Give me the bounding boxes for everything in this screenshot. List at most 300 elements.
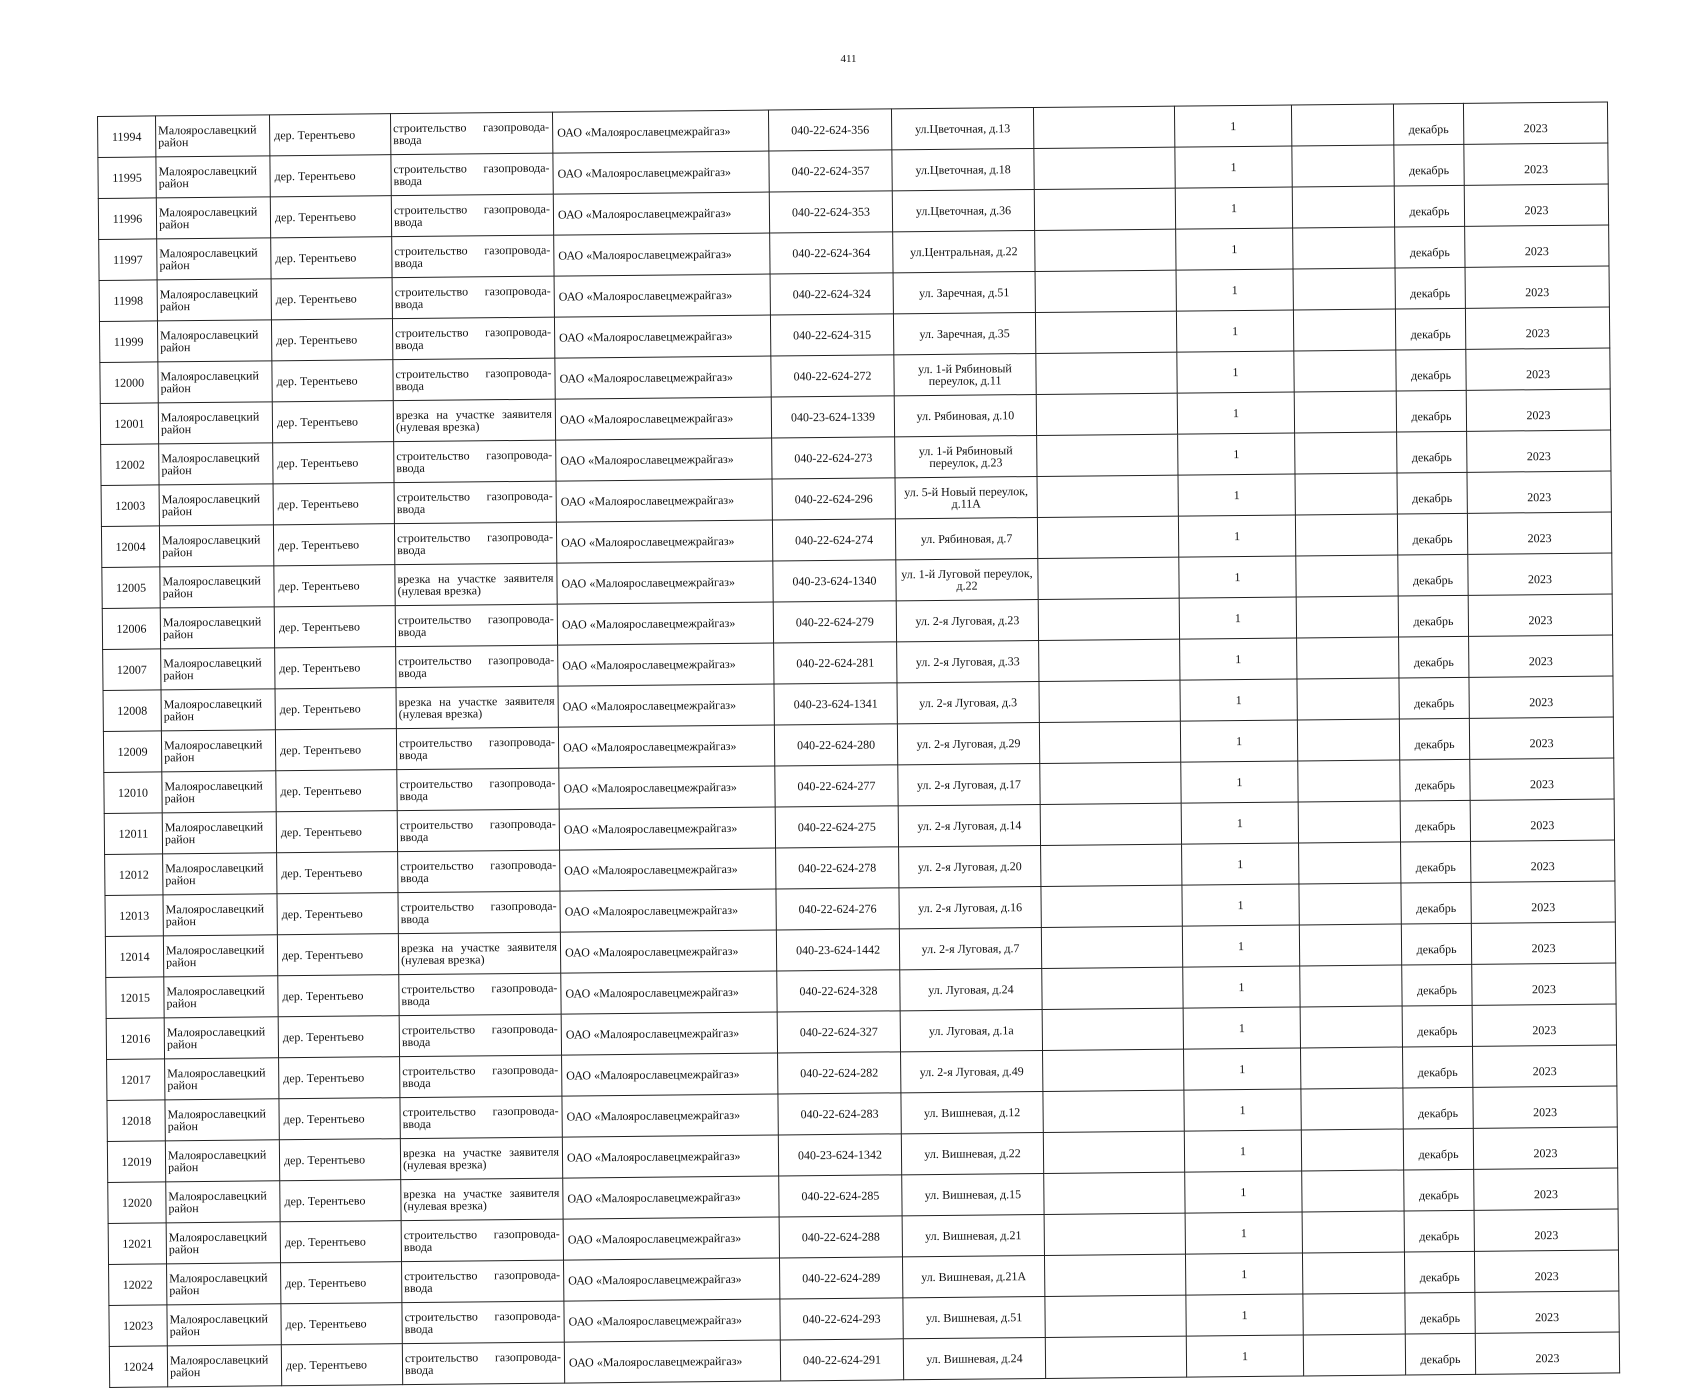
district-cell: Малоярославецкий район [166, 1181, 280, 1223]
village-cell: дер. Терентьево [274, 565, 395, 607]
quantity-cell: 1 [1180, 679, 1297, 721]
month-cell: декабрь [1402, 964, 1472, 1006]
organization-cell: ОАО «Малоярославецмежрайгаз» [556, 438, 772, 481]
object-code-cell: 040-22-624-324 [770, 273, 893, 315]
row-number: 12007 [103, 649, 161, 691]
district-cell: Малоярославецкий район [158, 361, 272, 403]
row-number: 12002 [101, 444, 159, 486]
quantity-cell: 1 [1186, 1294, 1303, 1336]
month-cell: декабрь [1405, 1292, 1475, 1334]
district-cell: Малоярославецкий район [162, 812, 276, 854]
organization-cell: ОАО «Малоярославецмежрайгаз» [553, 151, 769, 194]
address-cell: ул. Рябиновая, д.10 [894, 394, 1036, 436]
quantity-cell: 1 [1179, 597, 1296, 639]
village-cell: дер. Терентьево [277, 934, 398, 976]
work-type-cell: строительство газопровода-ввода [392, 235, 554, 278]
empty-cell [1296, 596, 1398, 638]
district-cell: Малоярославецкий район [167, 1263, 281, 1305]
year-cell: 2023 [1467, 512, 1611, 554]
work-type-cell: строительство газопровода-ввода [392, 317, 554, 360]
row-number: 12020 [108, 1182, 166, 1224]
organization-cell: ОАО «Малоярославецмежрайгаз» [559, 766, 775, 809]
quantity-cell: 1 [1184, 1089, 1301, 1131]
row-number: 12010 [104, 772, 162, 814]
year-cell: 2023 [1472, 963, 1616, 1005]
address-cell: ул. Луговая, д.1а [900, 1009, 1042, 1051]
organization-cell: ОАО «Малоярославецмежрайгаз» [556, 479, 772, 522]
quantity-cell: 1 [1182, 884, 1299, 926]
empty-cell [1302, 1252, 1404, 1294]
work-type-cell: строительство газопровода-ввода [395, 604, 557, 647]
organization-cell: ОАО «Малоярославецмежрайгаз» [558, 684, 774, 727]
district-cell: Малоярославецкий район [157, 320, 271, 362]
year-cell: 2023 [1473, 1127, 1617, 1169]
empty-cell [1303, 1334, 1405, 1376]
work-type-cell: строительство газопровода-ввода [394, 522, 556, 565]
work-type-cell: строительство газопровода-ввода [390, 112, 552, 155]
work-type-cell: строительство газопровода-ввода [398, 850, 560, 893]
month-cell: декабрь [1403, 1087, 1473, 1129]
year-cell: 2023 [1475, 1332, 1619, 1374]
address-cell: ул.Центральная, д.22 [893, 231, 1035, 273]
quantity-cell: 1 [1182, 925, 1299, 967]
district-cell: Малоярославецкий район [164, 1017, 278, 1059]
empty-cell [1299, 842, 1401, 884]
work-type-cell: строительство газопровода-ввода [393, 358, 555, 401]
organization-cell: ОАО «Малоярославецмежрайгаз» [562, 1135, 778, 1178]
village-cell: дер. Терентьево [271, 319, 392, 361]
year-cell: 2023 [1466, 348, 1610, 390]
work-type-cell: врезка на участке заявителя (нулевая врезка) [393, 399, 555, 442]
row-number: 11995 [98, 157, 156, 199]
organization-cell: ОАО «Малоярославецмежрайгаз» [564, 1258, 780, 1301]
row-number: 12022 [109, 1264, 167, 1306]
empty-cell [1292, 186, 1394, 228]
district-cell: Малоярославецкий район [160, 607, 274, 649]
organization-cell: ОАО «Малоярославецмежрайгаз» [555, 356, 771, 399]
month-cell: декабрь [1400, 759, 1470, 801]
address-cell: ул. Луговая, д.24 [900, 968, 1042, 1010]
village-cell: дер. Терентьево [276, 770, 397, 812]
organization-cell: ОАО «Малоярославецмежрайгаз» [560, 930, 776, 973]
year-cell: 2023 [1465, 307, 1609, 349]
organization-cell: ОАО «Малоярославецмежрайгаз» [559, 807, 775, 850]
work-type-cell: строительство газопровода-ввода [401, 1219, 563, 1262]
year-cell: 2023 [1467, 430, 1611, 472]
organization-cell: ОАО «Малоярославецмежрайгаз» [562, 1053, 778, 1096]
quantity-cell: 1 [1176, 228, 1293, 270]
empty-cell [1043, 1131, 1184, 1173]
row-number: 12009 [103, 731, 161, 773]
year-cell: 2023 [1464, 143, 1608, 185]
object-code-cell: 040-22-624-293 [780, 1298, 903, 1340]
quantity-cell: 1 [1183, 1007, 1300, 1049]
village-cell: дер. Терентьево [277, 852, 398, 894]
empty-cell [1037, 516, 1178, 558]
organization-cell: ОАО «Малоярославецмежрайгаз» [560, 848, 776, 891]
object-code-cell: 040-22-624-281 [774, 642, 897, 684]
empty-cell [1045, 1295, 1186, 1337]
empty-cell [1038, 598, 1179, 640]
district-cell: Малоярославецкий район [157, 238, 271, 280]
empty-cell [1295, 473, 1397, 515]
village-cell: дер. Терентьево [269, 114, 390, 156]
document-sheet [97, 102, 1619, 1388]
address-cell: ул. Вишневая, д.22 [901, 1132, 1043, 1174]
empty-cell [1044, 1172, 1185, 1214]
object-code-cell: 040-22-624-327 [777, 1011, 900, 1053]
empty-cell [1298, 801, 1400, 843]
month-cell: декабрь [1405, 1333, 1475, 1375]
district-cell: Малоярославецкий район [166, 1222, 280, 1264]
row-number: 12001 [100, 403, 158, 445]
row-number: 12014 [105, 936, 163, 978]
month-cell: декабрь [1398, 554, 1468, 596]
row-number: 11998 [99, 280, 157, 322]
row-number: 12018 [107, 1100, 165, 1142]
row-number: 12008 [103, 690, 161, 732]
address-cell: ул. Вишневая, д.21А [902, 1255, 1044, 1297]
address-cell: ул.Цветочная, д.18 [892, 149, 1034, 191]
object-code-cell: 040-22-624-356 [768, 109, 891, 151]
year-cell: 2023 [1471, 881, 1615, 923]
object-code-cell: 040-23-624-1339 [771, 396, 894, 438]
month-cell: декабрь [1394, 185, 1464, 227]
district-cell: Малоярославецкий район [162, 771, 276, 813]
empty-cell [1034, 188, 1175, 230]
object-code-cell: 040-22-624-278 [776, 847, 899, 889]
work-type-cell: строительство газопровода-ввода [398, 891, 560, 934]
empty-cell [1037, 475, 1178, 517]
district-cell: Малоярославецкий район [165, 1140, 279, 1182]
row-number: 12011 [104, 813, 162, 855]
year-cell: 2023 [1471, 840, 1615, 882]
village-cell: дер. Терентьево [281, 1262, 402, 1304]
year-cell: 2023 [1469, 676, 1613, 718]
month-cell: декабрь [1399, 636, 1469, 678]
year-cell: 2023 [1472, 1004, 1616, 1046]
empty-cell [1299, 883, 1401, 925]
district-cell: Малоярославецкий район [156, 156, 270, 198]
organization-cell: ОАО «Малоярославецмежрайгаз» [563, 1176, 779, 1219]
address-cell: ул. 2-я Луговая, д.20 [899, 845, 1041, 887]
organization-cell: ОАО «Малоярославецмежрайгаз» [561, 1012, 777, 1055]
gas-connection-table [97, 101, 1620, 1387]
district-cell: Малоярославецкий район [164, 976, 278, 1018]
empty-cell [1036, 393, 1177, 435]
organization-cell: ОАО «Малоярославецмежрайгаз» [557, 602, 773, 645]
address-cell: ул. 2-я Луговая, д.23 [896, 599, 1038, 641]
empty-cell [1044, 1213, 1185, 1255]
quantity-cell: 1 [1185, 1253, 1302, 1295]
row-number: 12012 [105, 854, 163, 896]
district-cell: Малоярославецкий район [160, 566, 274, 608]
year-cell: 2023 [1474, 1209, 1618, 1251]
village-cell: дер. Терентьево [275, 729, 396, 771]
quantity-cell: 1 [1178, 515, 1295, 557]
month-cell: декабрь [1404, 1251, 1474, 1293]
empty-cell [1293, 309, 1395, 351]
quantity-cell: 1 [1184, 1048, 1301, 1090]
work-type-cell: строительство газопровода-ввода [394, 481, 556, 524]
organization-cell: ОАО «Малоярославецмежрайгаз» [557, 561, 773, 604]
empty-cell [1033, 106, 1174, 148]
object-code-cell: 040-22-624-315 [770, 314, 893, 356]
month-cell: декабрь [1395, 267, 1465, 309]
object-code-cell: 040-23-624-1342 [778, 1134, 901, 1176]
empty-cell [1295, 432, 1397, 474]
quantity-cell: 1 [1180, 638, 1297, 680]
address-cell: ул. 2-я Луговая, д.29 [897, 722, 1039, 764]
object-code-cell: 040-22-624-288 [779, 1216, 902, 1258]
district-cell: Малоярославецкий район [159, 443, 273, 485]
quantity-cell: 1 [1177, 392, 1294, 434]
year-cell: 2023 [1463, 102, 1607, 144]
address-cell: ул.Цветочная, д.36 [892, 190, 1034, 232]
village-cell: дер. Терентьево [273, 524, 394, 566]
year-cell: 2023 [1464, 184, 1608, 226]
empty-cell [1297, 637, 1399, 679]
quantity-cell: 1 [1178, 433, 1295, 475]
district-cell: Малоярославецкий район [161, 730, 275, 772]
organization-cell: ОАО «Малоярославецмежрайгаз» [553, 192, 769, 235]
empty-cell [1043, 1090, 1184, 1132]
quantity-cell: 1 [1184, 1130, 1301, 1172]
year-cell: 2023 [1465, 225, 1609, 267]
organization-cell: ОАО «Малоярославецмежрайгаз» [556, 520, 772, 563]
month-cell: декабрь [1395, 308, 1465, 350]
quantity-cell: 1 [1182, 843, 1299, 885]
village-cell: дер. Терентьево [274, 606, 395, 648]
month-cell: декабрь [1394, 144, 1464, 186]
quantity-cell: 1 [1185, 1171, 1302, 1213]
object-code-cell: 040-22-624-357 [769, 150, 892, 192]
work-type-cell: строительство газопровода-ввода [391, 194, 553, 237]
year-cell: 2023 [1474, 1250, 1618, 1292]
district-cell: Малоярославецкий район [163, 935, 277, 977]
village-cell: дер. Терентьево [279, 1139, 400, 1181]
village-cell: дер. Терентьево [281, 1344, 402, 1386]
month-cell: декабрь [1401, 841, 1471, 883]
quantity-cell: 1 [1176, 269, 1293, 311]
month-cell: декабрь [1401, 923, 1471, 965]
organization-cell: ОАО «Малоярославецмежрайгаз» [555, 397, 771, 440]
row-number: 12003 [101, 485, 159, 527]
village-cell: дер. Терентьево [272, 401, 393, 443]
empty-cell [1294, 391, 1396, 433]
object-code-cell: 040-22-624-277 [775, 765, 898, 807]
organization-cell: ОАО «Малоярославецмежрайгаз» [554, 315, 770, 358]
address-cell: ул. 2-я Луговая, д.49 [901, 1050, 1043, 1092]
district-cell: Малоярославецкий район [159, 525, 273, 567]
organization-cell: ОАО «Малоярославецмежрайгаз» [554, 274, 770, 317]
month-cell: декабрь [1402, 1046, 1472, 1088]
object-code-cell: 040-22-624-276 [776, 888, 899, 930]
village-cell: дер. Терентьево [280, 1180, 401, 1222]
month-cell: декабрь [1399, 718, 1469, 760]
organization-cell: ОАО «Малоярославецмежрайгаз» [552, 110, 768, 153]
row-number: 12015 [106, 977, 164, 1019]
work-type-cell: строительство газопровода-ввода [397, 809, 559, 852]
organization-cell: ОАО «Малоярославецмежрайгаз» [564, 1340, 780, 1383]
object-code-cell: 040-23-624-1442 [776, 929, 899, 971]
organization-cell: ОАО «Малоярославецмежрайгаз» [564, 1299, 780, 1342]
quantity-cell: 1 [1185, 1212, 1302, 1254]
empty-cell [1303, 1293, 1405, 1335]
empty-cell [1044, 1254, 1185, 1296]
quantity-cell: 1 [1176, 310, 1293, 352]
district-cell: Малоярославецкий район [158, 402, 272, 444]
empty-cell [1035, 229, 1176, 271]
empty-cell [1038, 557, 1179, 599]
month-cell: декабрь [1402, 1005, 1472, 1047]
district-cell: Малоярославецкий район [161, 648, 275, 690]
row-number: 12023 [109, 1305, 167, 1347]
address-cell: ул. 2-я Луговая, д.14 [898, 804, 1040, 846]
empty-cell [1042, 1008, 1183, 1050]
empty-cell [1296, 555, 1398, 597]
object-code-cell: 040-22-624-279 [773, 601, 896, 643]
district-cell: Малоярославецкий район [165, 1099, 279, 1141]
address-cell: ул.Цветочная, д.13 [891, 108, 1033, 150]
year-cell: 2023 [1474, 1168, 1618, 1210]
address-cell: ул. Вишневая, д.21 [902, 1214, 1044, 1256]
row-number: 12006 [102, 608, 160, 650]
village-cell: дер. Терентьево [278, 1016, 399, 1058]
village-cell: дер. Терентьево [273, 483, 394, 525]
organization-cell: ОАО «Малоярославецмежрайгаз» [558, 643, 774, 686]
empty-cell [1302, 1170, 1404, 1212]
month-cell: декабрь [1396, 390, 1466, 432]
organization-cell: ОАО «Малоярославецмежрайгаз» [562, 1094, 778, 1137]
object-code-cell: 040-22-624-280 [774, 724, 897, 766]
year-cell: 2023 [1469, 717, 1613, 759]
object-code-cell: 040-22-624-275 [775, 806, 898, 848]
empty-cell [1295, 514, 1397, 556]
row-number: 11994 [98, 116, 156, 158]
work-type-cell: строительство газопровода-ввода [402, 1260, 564, 1303]
empty-cell [1036, 352, 1177, 394]
address-cell: ул. Вишневая, д.12 [901, 1091, 1043, 1133]
work-type-cell: строительство газопровода-ввода [397, 768, 559, 811]
empty-cell [1294, 350, 1396, 392]
district-cell: Малоярославецкий район [167, 1345, 281, 1387]
village-cell: дер. Терентьево [271, 278, 392, 320]
address-cell: ул. 2-я Луговая, д.33 [897, 640, 1039, 682]
empty-cell [1037, 434, 1178, 476]
address-cell: ул. Вишневая, д.51 [903, 1296, 1045, 1338]
empty-cell [1041, 844, 1182, 886]
empty-cell [1291, 104, 1393, 146]
work-type-cell: врезка на участке заявителя (нулевая врезка) [401, 1178, 563, 1221]
work-type-cell: строительство газопровода-ввода [394, 440, 556, 483]
object-code-cell: 040-23-624-1341 [774, 683, 897, 725]
row-number: 12019 [107, 1141, 165, 1183]
district-cell: Малоярославецкий район [161, 689, 275, 731]
empty-cell [1301, 1047, 1403, 1089]
organization-cell: ОАО «Малоярославецмежрайгаз» [558, 725, 774, 768]
address-cell: ул. 1-й Луговой переулок, д.22 [896, 558, 1038, 600]
village-cell: дер. Терентьево [276, 811, 397, 853]
address-cell: ул. 1-й Рябиновый переулок, д.11 [894, 353, 1036, 395]
object-code-cell: 040-22-624-274 [772, 519, 895, 561]
address-cell: ул. 2-я Луговая, д.3 [897, 681, 1039, 723]
object-code-cell: 040-22-624-283 [778, 1093, 901, 1135]
year-cell: 2023 [1465, 266, 1609, 308]
empty-cell [1301, 1088, 1403, 1130]
empty-cell [1041, 926, 1182, 968]
year-cell: 2023 [1469, 635, 1613, 677]
quantity-cell: 1 [1179, 556, 1296, 598]
object-code-cell: 040-22-624-272 [771, 355, 894, 397]
address-cell: ул. Рябиновая, д.7 [895, 517, 1037, 559]
table-body [98, 102, 1620, 1387]
row-number: 12004 [101, 526, 159, 568]
row-number: 12000 [100, 362, 158, 404]
empty-cell [1035, 270, 1176, 312]
object-code-cell: 040-22-624-328 [777, 970, 900, 1012]
page-number: 411 [840, 53, 857, 65]
empty-cell [1045, 1336, 1186, 1378]
village-cell: дер. Терентьево [279, 1057, 400, 1099]
address-cell: ул. 2-я Луговая, д.17 [898, 763, 1040, 805]
month-cell: декабрь [1398, 595, 1468, 637]
village-cell: дер. Терентьево [281, 1303, 402, 1345]
year-cell: 2023 [1468, 594, 1612, 636]
organization-cell: ОАО «Малоярославецмежрайгаз» [563, 1217, 779, 1260]
village-cell: дер. Терентьево [270, 155, 391, 197]
year-cell: 2023 [1468, 553, 1612, 595]
empty-cell [1043, 1049, 1184, 1091]
empty-cell [1041, 885, 1182, 927]
work-type-cell: строительство газопровода-ввода [391, 153, 553, 196]
empty-cell [1301, 1129, 1403, 1171]
year-cell: 2023 [1471, 922, 1615, 964]
quantity-cell: 1 [1180, 720, 1297, 762]
month-cell: декабрь [1404, 1210, 1474, 1252]
year-cell: 2023 [1472, 1045, 1616, 1087]
row-number: 12017 [107, 1059, 165, 1101]
address-cell: ул. 2-я Луговая, д.16 [899, 886, 1041, 928]
address-cell: ул. Заречная, д.35 [893, 313, 1035, 355]
work-type-cell: врезка на участке заявителя (нулевая врезка) [398, 932, 560, 975]
row-number: 12024 [109, 1346, 167, 1388]
work-type-cell: врезка на участке заявителя (нулевая врезка) [400, 1137, 562, 1180]
empty-cell [1298, 760, 1400, 802]
empty-cell [1297, 678, 1399, 720]
year-cell: 2023 [1467, 471, 1611, 513]
row-number: 11997 [99, 239, 157, 281]
quantity-cell: 1 [1186, 1335, 1303, 1377]
work-type-cell: строительство газопровода-ввода [402, 1301, 564, 1344]
row-number: 12013 [105, 895, 163, 937]
empty-cell [1035, 311, 1176, 353]
empty-cell [1292, 145, 1394, 187]
district-cell: Малоярославецкий район [163, 853, 277, 895]
district-cell: Малоярославецкий район [156, 197, 270, 239]
work-type-cell: строительство газопровода-ввода [400, 1055, 562, 1098]
year-cell: 2023 [1470, 758, 1614, 800]
village-cell: дер. Терентьево [280, 1221, 401, 1263]
village-cell: дер. Терентьево [272, 360, 393, 402]
row-number: 12005 [102, 567, 160, 609]
empty-cell [1042, 967, 1183, 1009]
object-code-cell: 040-22-624-364 [770, 232, 893, 274]
object-code-cell: 040-22-624-291 [780, 1339, 903, 1381]
work-type-cell: врезка на участке заявителя (нулевая врезка) [396, 686, 558, 729]
district-cell: Малоярославецкий район [167, 1304, 281, 1346]
object-code-cell: 040-22-624-353 [769, 191, 892, 233]
